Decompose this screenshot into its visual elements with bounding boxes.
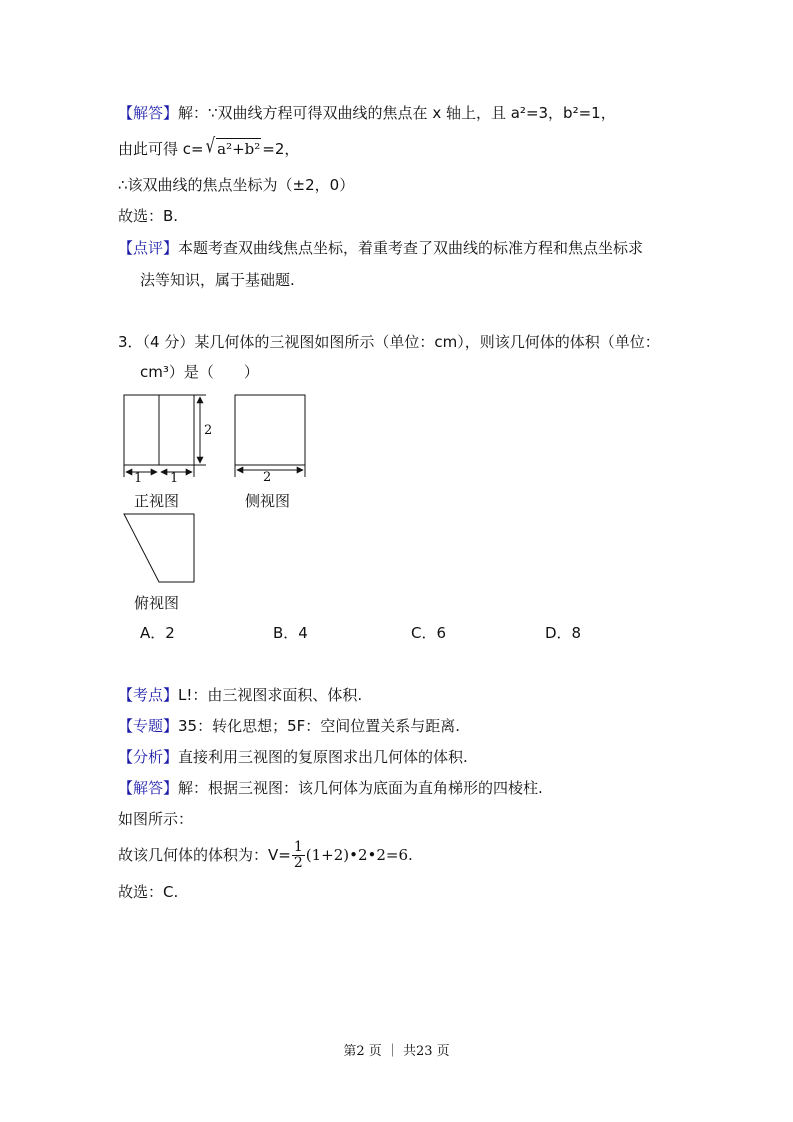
side-view-outline bbox=[235, 395, 305, 465]
prev-review-line-1 bbox=[118, 238, 643, 258]
sqrt-expression: √ a²+b² bbox=[205, 133, 261, 158]
kaodian-tag: 【考点】 bbox=[118, 686, 179, 704]
page-footer: 第2 页 ｜ 共23 页 bbox=[343, 1044, 450, 1059]
prev-answer-line-1 bbox=[118, 103, 616, 123]
kaodian-line bbox=[118, 685, 362, 705]
side-view-label: 侧视图 bbox=[245, 492, 291, 510]
volume-line bbox=[118, 838, 413, 872]
fenxi-tag: 【分析】 bbox=[118, 748, 179, 766]
dim-label-side: 2 bbox=[263, 470, 272, 485]
fenxi-line bbox=[118, 747, 468, 767]
volume-expression: (1+2)•2•2=6. bbox=[305, 846, 413, 864]
choice-d: D．8 bbox=[545, 624, 582, 642]
volume-prefix: 故该几何体的体积为：V= bbox=[118, 846, 291, 864]
dim-label-left: 1 bbox=[134, 471, 143, 486]
figure-line: 如图所示： bbox=[118, 810, 194, 828]
answer-line: 故选：C. bbox=[118, 883, 179, 901]
answer-text: 解：∵双曲线方程可得双曲线的焦点在 x 轴上，且 a²=3，b²=1， bbox=[178, 104, 616, 122]
choice-c: C．6 bbox=[411, 624, 447, 642]
question-line-2: cm³）是（ ） bbox=[140, 363, 259, 381]
dim-label-height: 2 bbox=[204, 423, 213, 438]
choice-a: A．2 bbox=[140, 624, 175, 642]
dim-label-right: 1 bbox=[170, 471, 179, 486]
review-tag: 【点评】 bbox=[118, 239, 179, 257]
choice-b: B．4 bbox=[273, 624, 308, 642]
zhuanti-tag: 【专题】 bbox=[118, 717, 179, 735]
side-view bbox=[235, 395, 305, 477]
zhuanti-line bbox=[118, 716, 460, 736]
formula-suffix: =2， bbox=[262, 140, 300, 158]
zhuanti-text: 35：转化思想；5F：空间位置关系与距离. bbox=[178, 717, 461, 735]
front-view-label: 正视图 bbox=[134, 492, 180, 510]
prev-answer-line-2 bbox=[118, 133, 300, 159]
top-view-trapezoid bbox=[124, 514, 194, 582]
review-text: 本题考查双曲线焦点坐标，着重考查了双曲线的标准方程和焦点坐标求 bbox=[178, 239, 644, 257]
formula-prefix: 由此可得 c= bbox=[118, 140, 204, 158]
jieda-line bbox=[118, 778, 543, 798]
jieda-tag: 【解答】 bbox=[118, 779, 179, 797]
kaodian-text: L!：由三视图求面积、体积. bbox=[178, 686, 363, 704]
jieda-text: 解：根据三视图：该几何体为底面为直角梯形的四棱柱. bbox=[178, 779, 543, 797]
question-line-1: 3．（4 分）某几何体的三视图如图所示（单位：cm），则该几何体的体积（单位： bbox=[118, 333, 660, 351]
prev-answer-line-4: 故选：B. bbox=[118, 207, 179, 225]
top-view-label: 俯视图 bbox=[134, 594, 180, 612]
fenxi-text: 直接利用三视图的复原图求出几何体的体积. bbox=[178, 748, 468, 766]
answer-tag: 【解答】 bbox=[118, 104, 179, 122]
fraction: $\frac{1}{2}$ bbox=[293, 839, 303, 871]
front-view bbox=[124, 395, 206, 477]
prev-answer-line-3: ∴该双曲线的焦点坐标为（±2，0） bbox=[118, 176, 355, 194]
three-view-figure bbox=[110, 385, 330, 585]
prev-review-line-2: 法等知识，属于基础题. bbox=[140, 271, 295, 289]
